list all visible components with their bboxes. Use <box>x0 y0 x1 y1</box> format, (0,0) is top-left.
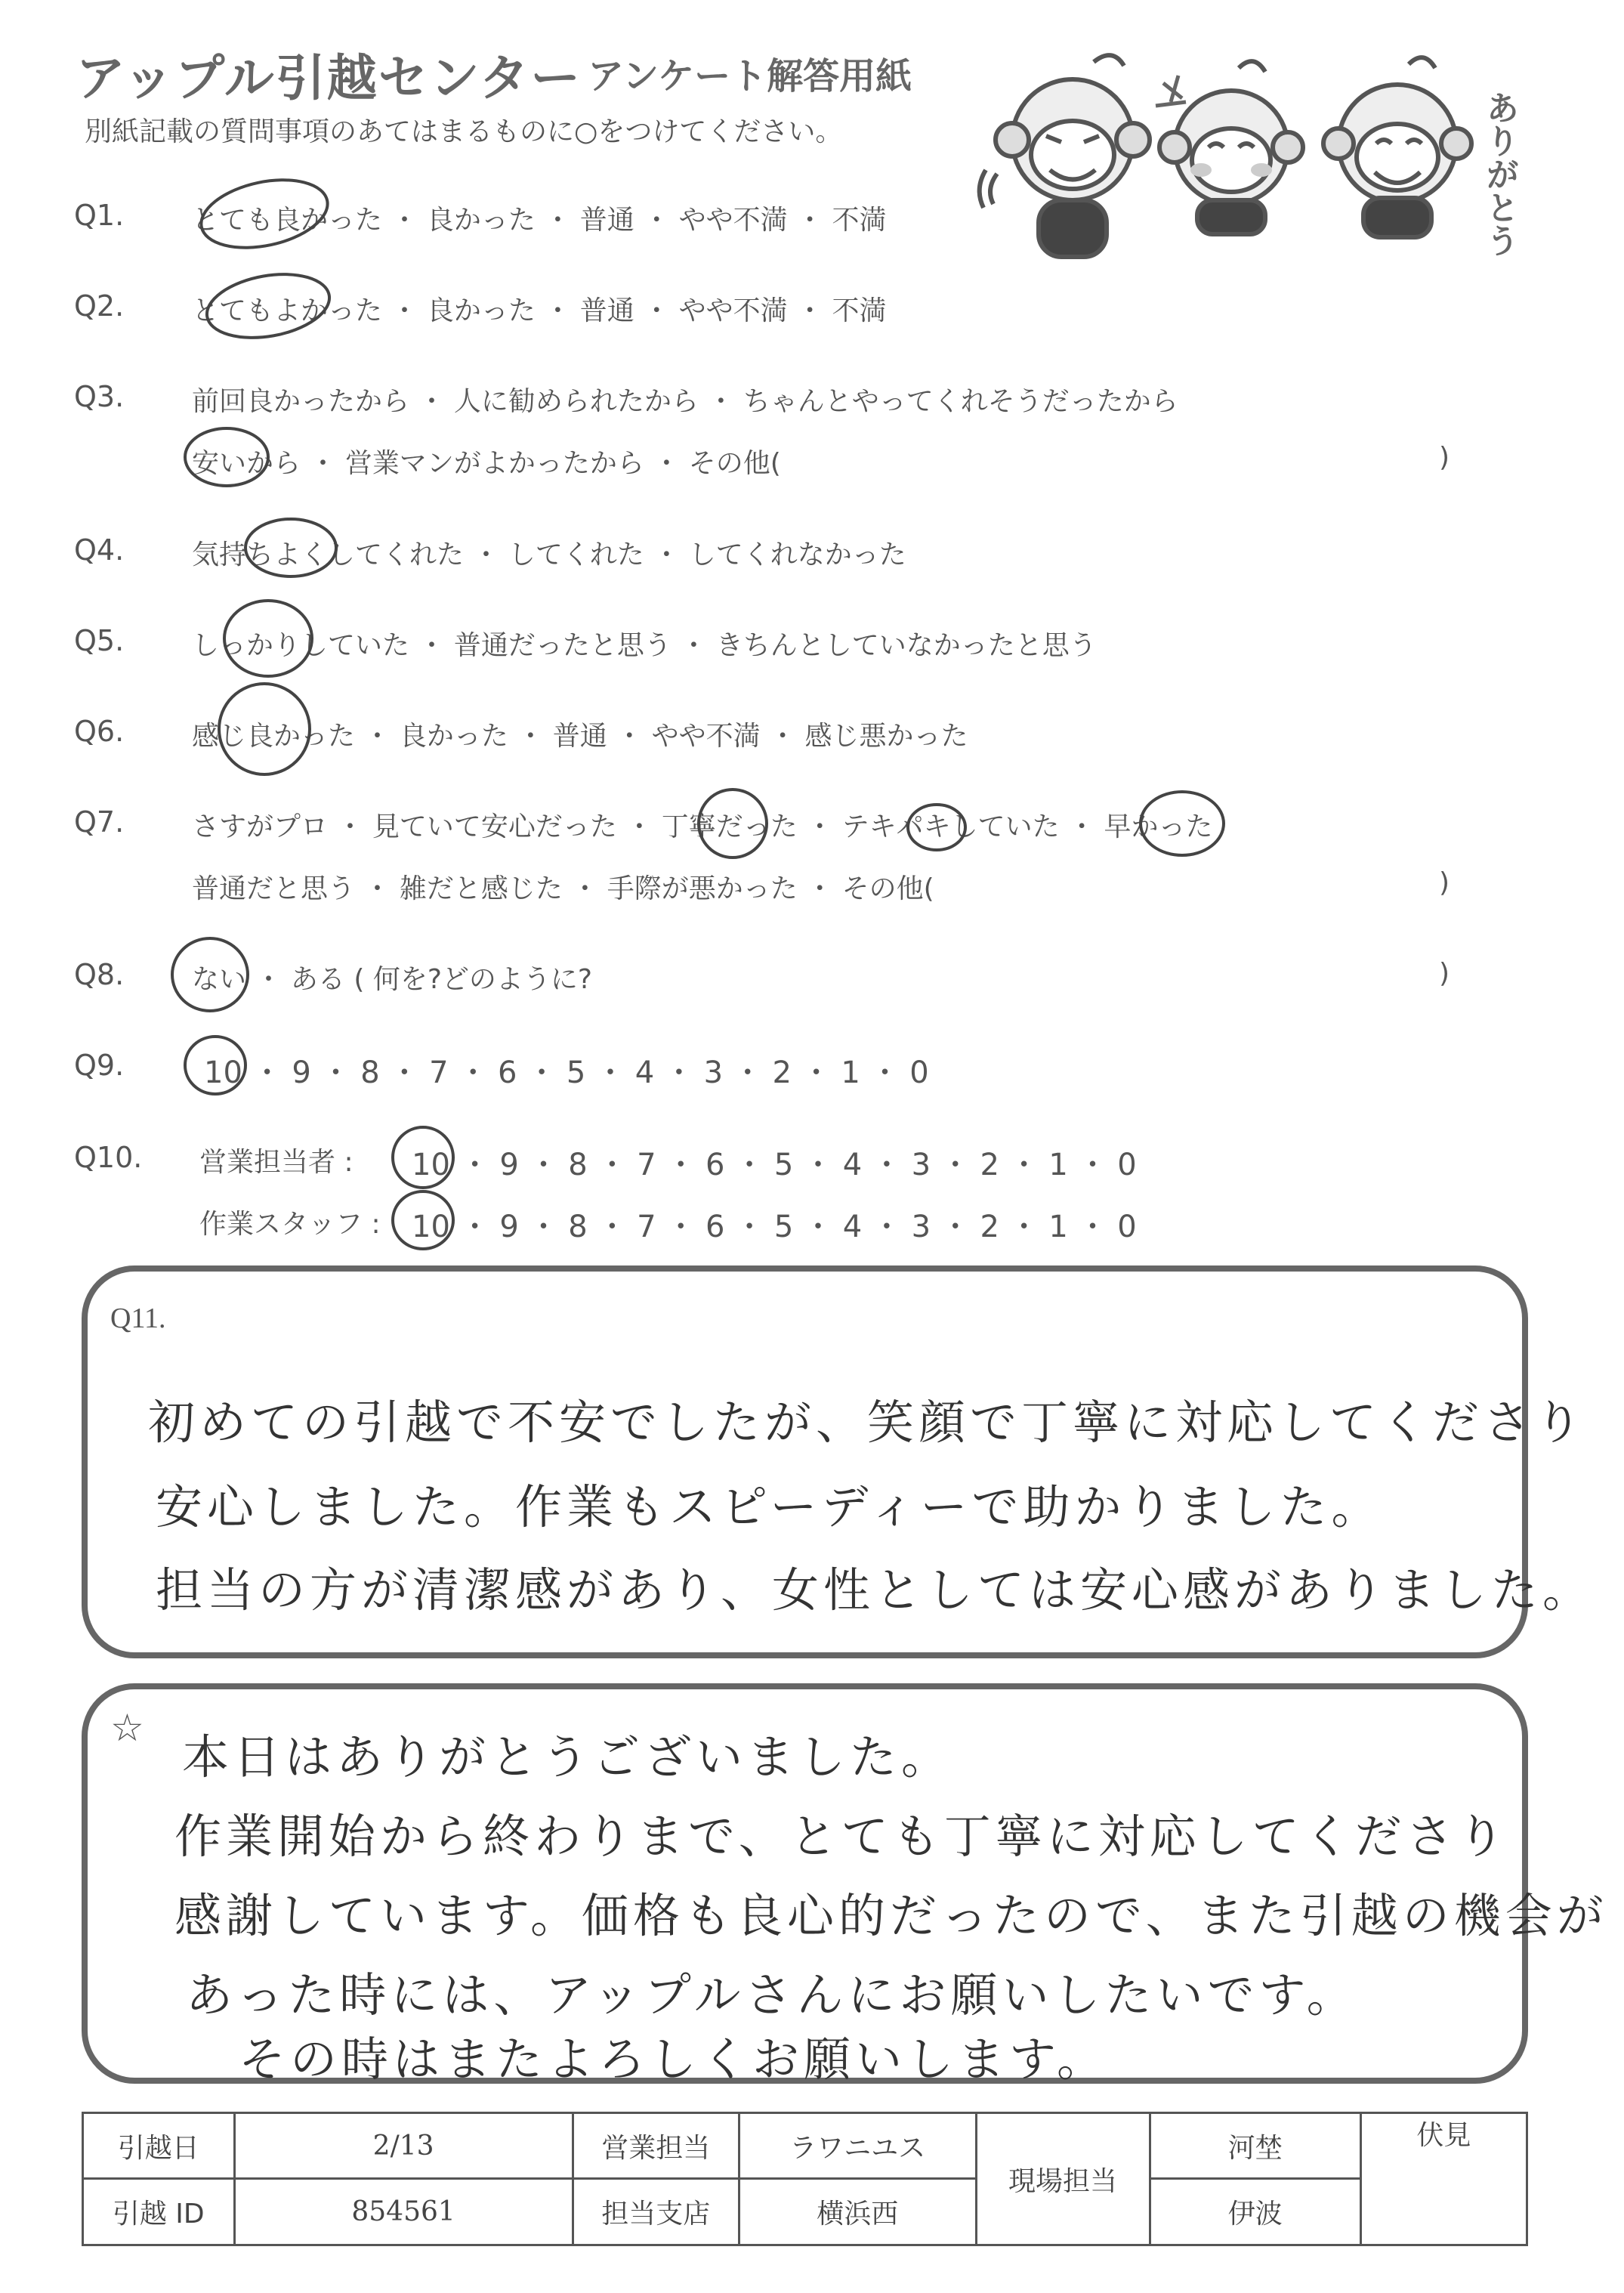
branch-label: 担当支店 <box>573 2179 739 2245</box>
form-subtitle: アンケート解答用紙 <box>588 55 912 97</box>
q10-sales-label: 営業担当者 : <box>199 1147 354 1178</box>
site-label: 現場担当 <box>976 2113 1150 2245</box>
form-title: アップル引越センター <box>76 49 582 107</box>
q5-label: Q5. <box>74 624 125 657</box>
q10-staff-scale: 10 ・ 9 ・ 8 ・ 7 ・ 6 ・ 5 ・ 4 ・ 3 ・ 2 ・ 1 ・ 0 <box>412 1210 1137 1244</box>
q1-options: とても良かった ・ 良かった ・ 普通 ・ やや不満 ・ 不満 <box>192 205 887 236</box>
q6-label: Q6. <box>74 715 125 748</box>
q11-label: Q11. <box>110 1303 166 1334</box>
q7-options-line1: さすがプロ ・ 見ていて安心だった ・ 丁寧だった ・ テキパキしていた ・ 早かった <box>192 811 1213 842</box>
site-staff-3: 伏見 <box>1360 2113 1527 2245</box>
q7-label: Q7. <box>74 805 125 839</box>
sales-label: 営業担当 <box>573 2113 739 2179</box>
message-line-4: あった時には、アップルさんにお願いしたいです。 <box>186 1967 1358 2023</box>
message-line-1: 本日はありがとうございました。 <box>182 1729 953 1785</box>
branch-name: 横浜西 <box>739 2179 976 2245</box>
q2-options: とてもよかった ・ 良かった ・ 普通 ・ やや不満 ・ 不満 <box>192 295 887 326</box>
q7-answer-circle-1 <box>699 790 767 858</box>
q11-comment-line-3: 担当の方が清潔感があり、女性としては安心感がありました。 <box>156 1562 1595 1618</box>
message-line-2: 作業開始から終わりまで、とても丁寧に対応してくださり <box>174 1809 1509 1864</box>
move-id-label: 引越 ID <box>83 2179 235 2245</box>
q11-comment-line-2: 安心しました。作業もスピーディーで助かりました。 <box>156 1479 1383 1534</box>
message-box <box>82 1683 1608 2087</box>
q10-sales-answer-circle <box>393 1127 453 1188</box>
message-line-3: 感謝しています。価格も良心的だったので、また引越の機会が <box>174 1888 1608 1943</box>
q5-answer-circle <box>224 601 312 676</box>
q7-options-line2: 普通だと思う ・ 雑だと感じた ・ 手際が悪かった ・ その他( <box>192 873 934 904</box>
q10-sales-scale: 10 ・ 9 ・ 8 ・ 7 ・ 6 ・ 5 ・ 4 ・ 3 ・ 2 ・ 1 ・ 0 <box>412 1148 1137 1182</box>
q8-close-paren: ) <box>1439 958 1450 989</box>
q9-answer-circle <box>185 1037 245 1094</box>
q6-options: 感じ良かった ・ 良かった ・ 普通 ・ やや不満 ・ 感じ悪かった <box>192 721 968 752</box>
q4-options: 気持ちよくしてくれた ・ してくれた ・ してくれなかった <box>192 539 906 570</box>
q4-label: Q4. <box>74 533 125 567</box>
site-staff-2: 伊波 <box>1150 2179 1360 2245</box>
q7-answer-circle-2 <box>908 805 965 850</box>
q11-comment-box <box>82 1265 1595 1658</box>
q10-staff-label: 作業スタッフ : <box>199 1209 381 1240</box>
instruction-text: 別紙記載の質問事項のあてはまるものに○をつけてください。 <box>85 116 843 147</box>
q7-close-paren: ) <box>1439 867 1450 898</box>
mascot-text: ありがとう <box>1480 91 1519 257</box>
q11-comment-line-1: 初めての引越で不安でしたが、笑顔で丁寧に対応してくださり <box>148 1395 1587 1450</box>
q2-answer-circle <box>202 265 334 346</box>
q7-answer-circle-3 <box>1141 792 1224 855</box>
q3-answer-circle <box>185 428 268 486</box>
q10-label: Q10. <box>74 1141 143 1174</box>
q8-answer-circle <box>172 938 248 1011</box>
q4-answer-circle <box>245 519 336 576</box>
q9-label: Q9. <box>74 1049 125 1082</box>
q5-options: しっかりしていた ・ 普通だったと思う ・ きちんとしていなかったと思う <box>192 630 1097 661</box>
q10-staff-answer-circle <box>393 1191 453 1249</box>
q3-label: Q3. <box>74 380 125 413</box>
q3-close-paren: ) <box>1439 442 1450 473</box>
q9-scale: 10 ・ 9 ・ 8 ・ 7 ・ 6 ・ 5 ・ 4 ・ 3 ・ 2 ・ 1 ・ 0 <box>204 1055 929 1090</box>
sales-name: ラワニユス <box>739 2113 976 2179</box>
q3-options-line2: 安いから ・ 営業マンがよかったから ・ その他( <box>192 448 781 479</box>
q6-answer-circle <box>219 684 310 774</box>
move-id-value: 854561 <box>234 2179 573 2245</box>
site-staff-1: 河埜 <box>1150 2113 1360 2179</box>
footer-info-table <box>82 2112 1528 2246</box>
q2-label: Q2. <box>74 289 125 323</box>
star-icon: ☆ <box>110 1707 144 1749</box>
move-date-label: 引越日 <box>83 2113 235 2179</box>
q1-label: Q1. <box>74 199 125 232</box>
q1-answer-circle <box>195 169 334 258</box>
q3-options-line1: 前回良かったから ・ 人に勧められたから ・ ちゃんとやってくれそうだったから <box>192 386 1178 417</box>
move-date-value: 2/13 <box>234 2113 573 2179</box>
message-line-5: その時はまたよろしくお願いします。 <box>239 2032 1109 2087</box>
q8-options: ない ・ ある ( 何を?どのように? <box>192 964 593 995</box>
q8-label: Q8. <box>74 958 125 991</box>
